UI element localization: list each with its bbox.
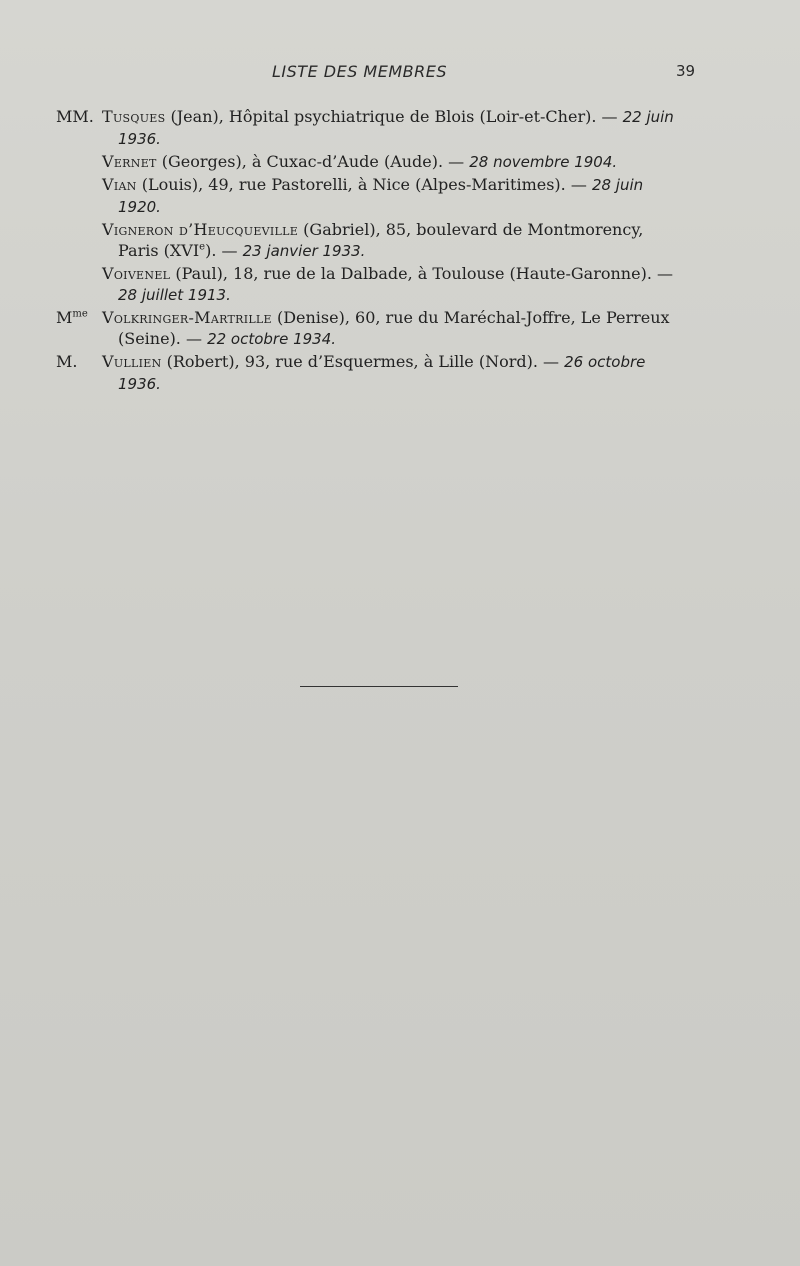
member-entry bbox=[0, 106, 800, 150]
member-details: (Denise), 60, rue du Maréchal-Joffre, Le Perreux bbox=[271, 308, 670, 327]
member-name: Tusques bbox=[102, 107, 166, 126]
member-details: (Georges), à Cuxac-d’Aude (Aude). — bbox=[156, 152, 470, 171]
member-entry bbox=[0, 307, 800, 350]
entry-line-2 bbox=[0, 128, 800, 150]
member-name: Vigneron d’Heucqueville bbox=[102, 220, 299, 239]
page-number: 39 bbox=[676, 62, 696, 80]
entry-line-1 bbox=[0, 174, 800, 196]
running-title: LISTE DES MEMBRES bbox=[272, 62, 448, 81]
entry-line-2 bbox=[0, 196, 800, 218]
entry-line-1 bbox=[0, 106, 800, 128]
entry-line-2 bbox=[0, 328, 800, 350]
superscript: e bbox=[199, 241, 206, 253]
superscript: me bbox=[72, 308, 88, 320]
admission-date-year: 1936. bbox=[118, 130, 161, 148]
member-details: (Jean), Hôpital psychiatrique de Blois (Loir-et-Cher). — bbox=[165, 107, 623, 126]
page-header bbox=[0, 62, 800, 88]
member-address: (Seine). — bbox=[118, 329, 208, 348]
member-details: (Gabriel), 85, boulevard de Montmorency, bbox=[298, 220, 644, 239]
member-details: (Robert), 93, rue d’Esquermes, à Lille (Nord). — bbox=[161, 352, 565, 371]
admission-date-year: 1936. bbox=[118, 375, 161, 393]
entry-line-1 bbox=[0, 263, 800, 284]
admission-date: 23 janvier 1933. bbox=[242, 242, 366, 260]
section-divider bbox=[300, 686, 458, 687]
prefix-title: M bbox=[56, 308, 73, 327]
member-list bbox=[0, 106, 800, 396]
entry-line-2 bbox=[0, 284, 800, 306]
admission-date: 26 octobre bbox=[564, 353, 646, 371]
admission-date: 22 juin bbox=[622, 108, 674, 126]
member-name: Vian bbox=[102, 175, 137, 194]
member-details: (Louis), 49, rue Pastorelli, à Nice (Alpes-Maritimes). — bbox=[136, 175, 592, 194]
admission-date: 28 juillet 1913. bbox=[118, 286, 231, 304]
member-name: Voivenel bbox=[102, 264, 171, 283]
entry-prefix bbox=[56, 307, 88, 328]
entry-line-1 bbox=[0, 351, 800, 373]
member-name: Vernet bbox=[102, 152, 157, 171]
admission-date: 22 octobre 1934. bbox=[207, 330, 337, 348]
entry-line-2 bbox=[0, 373, 800, 395]
entry-prefix: MM. bbox=[56, 107, 94, 126]
entry-line-2 bbox=[0, 240, 800, 262]
member-address-end: ). — bbox=[205, 241, 243, 260]
member-entry bbox=[0, 263, 800, 306]
member-details: (Paul), 18, rue de la Dalbade, à Toulouse (Haute-Garonne). — bbox=[170, 264, 673, 283]
member-name: Vullien bbox=[102, 352, 162, 371]
member-entry bbox=[0, 151, 800, 173]
entry-line-1 bbox=[0, 151, 800, 173]
entry-line-1 bbox=[0, 219, 800, 240]
member-address: Paris (XVI bbox=[118, 241, 200, 260]
admission-date: 28 novembre 1904. bbox=[469, 153, 618, 171]
admission-date-year: 1920. bbox=[118, 198, 161, 216]
member-entry bbox=[0, 219, 800, 262]
entry-line-1 bbox=[0, 307, 800, 328]
member-name: Volkringer-Martrille bbox=[102, 308, 272, 327]
admission-date: 28 juin bbox=[591, 176, 644, 194]
member-entry bbox=[0, 351, 800, 395]
member-entry bbox=[0, 174, 800, 218]
entry-prefix: M. bbox=[56, 352, 78, 371]
